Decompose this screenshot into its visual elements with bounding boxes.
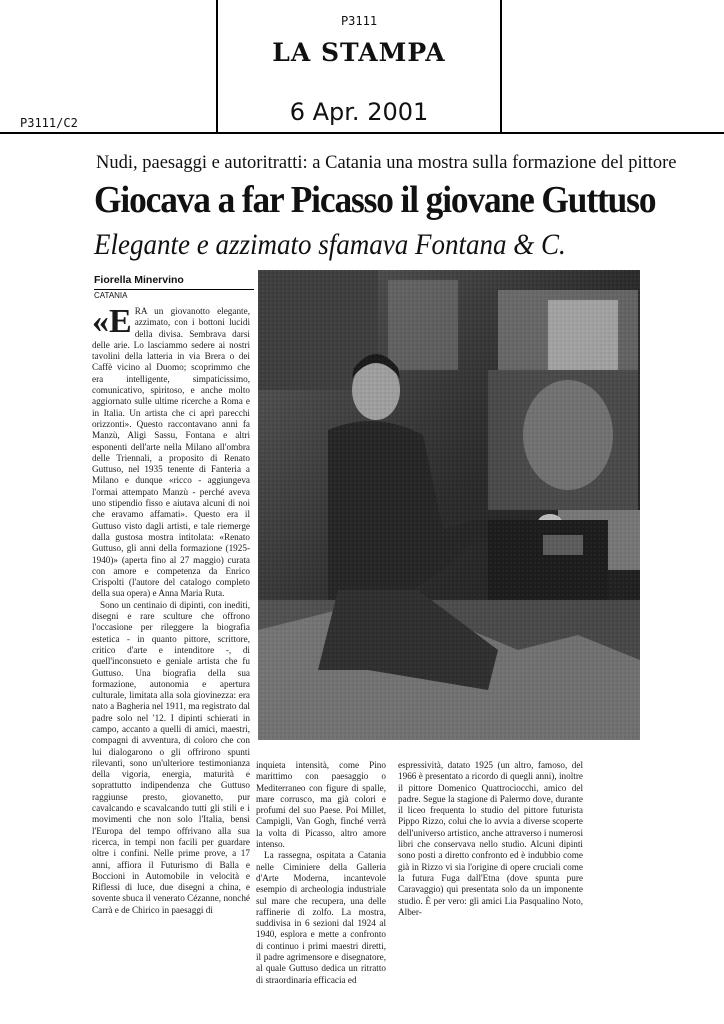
column-3-paragraph-1: espressività, datato 1925 (un altro, famoso, del 1966 è presentato a ricordo di quegli anni), inoltre il pittore Domenico Quattrociocchi, amico del padre. Segue la stagione di Palermo dove, durante il liceo frequenta lo studio del pittore futurista Pippo Rizzo, colui che lo avvia a diverse scoperte dell'universo artistico, anche attraverso i numerosi libri che conservava nello studio. Alcuni dipinti sono posti a diretto confronto ed è indubbio come già in Rizzo vi sia l'origine di opere cruciali come la futura Fuga dall'Etna (dove spunta pure Caravaggio) qui presentata solo da un imponente studio. È per vero: gli amici Lia Pasqualino Noto, Alber- xyxy=(398,760,583,917)
page-code-top: P3111 xyxy=(340,14,378,28)
article-subhead: Elegante e azzimato sfamava Fontana & C. xyxy=(94,228,566,261)
article-column-2 xyxy=(256,760,386,986)
photo-artist-in-studio xyxy=(258,270,640,740)
article-author: Fiorella Minervino xyxy=(94,274,184,286)
column-2-paragraph-1: inquieta intensità, come Pino marittimo con paesaggio o Mediterraneo con figure di spalle, mare corrusco, ma già colori e profumi del suo Paese. Poi Millet, Campigli, Van Gogh, finché verrà la volta di Picasso, altro amore intenso. xyxy=(256,760,386,850)
article-photo xyxy=(258,270,640,740)
article-kicker: Nudi, paesaggi e autoritratti: a Catania una mostra sulla formazione del pittore xyxy=(96,153,677,173)
article-column-3 xyxy=(398,760,583,986)
publication-date: 6 Apr. 2001 xyxy=(289,98,429,126)
article-column-1 xyxy=(92,306,250,986)
column-2-paragraph-2: La rassegna, ospitata a Catania nelle Ciminiere della Galleria d'Arte Moderna, incantevole esempio di archeologia industriale sul mare che recupera, una delle raffinerie di zolfo. La mostra, suddivisa in 6 sezioni dal 1924 al 1940, esplora e mette a confronto di continuo i primi maestri diretti, il padre agrimensore e disegnatore, al quale Guttuso dedica un ritratto di straordinaria efficacia ed xyxy=(256,850,386,985)
article-dateline: CATANIA xyxy=(94,289,254,300)
newspaper-name: LA STAMPA xyxy=(272,38,446,67)
column-1-paragraph-2: Sono un centinaio di dipinti, con inediti, disegni e rare sculture che offrono l'occasione per rileggere la biografia estetica - in quanto pittore, scrittore, critico d'arte e intenditore -, di quell'inconsueto e geniale artista che fu Guttuso. Una biografia della sua formazione, autonomia e apertura culturale, limitata alla sola giovinezza: era nato a Bagheria nel 1911, ma registrato dal padre solo nel '12. I dipinti schierati in campo, accanto a quelli di amici, maestri, compagni di avventura, di coloro che con lui dialogarono o gli offrirono spunti rilevanti, sono un'ulteriore testimonianza della vigoria, energia, maturità e soprattutto indipendenza che Guttuso raggiunse presto, giovanetto, pur cavalcando e scavalcando tutti gli stili e i movimenti che non solo l'Italia, bensì l'Europa del tempo offrivano alla sua ricerca, in tempi non facili per guardare oltre i confini. Nelle prime prove, a 17 anni, affiora il Futurismo di Balla e Boccioni in Automobile in velocità e Riflessi di luce, due disegni a china, e sovente sbuca il venerato Cézanne, nonché Carrà e de Chirico in paesaggi di xyxy=(92,599,250,915)
article-headline: Giocava a far Picasso il giovane Guttuso xyxy=(94,179,656,221)
column-1-paragraph-1: RA un giovanotto elegante, azzimato, con i bottoni lucidi della divisa. Sembrava darsi delle arie. Lo lasciammo sedere ai nostri tavolini della latteria in via Brera o dei Caffè vicino al Duomo; scoprimmo che era intelligente, simpaticissimo, comunicativo, spiritoso, e anche molto aggiornato sulle ultime ricerche a Roma e in Italia. Un artista che ci aprì parecchi orizzonti». Questo raccontavano anni fa Manzù, Aligi Sassu, Fontana e altri esponenti dell'arte nella Milano all'ombra delle Triennali, a proposito di Renato Guttuso, nel 1935 tenente di Fanteria a Milano e dunque «ricco - aggiungeva l'ormai attempato Manzù - perché aveva uno stipendio fisso e aiutava alcuni di noi che eravamo affamati». Questo era il Guttuso visto dagli artisti, e tale riemerge dalla gustosa mostra intitolata: «Renato Guttuso, gli anni della formazione (1925-1940)» (aperta fino al 27 maggio) curata con amore e competenza da Enrico Crispolti (l'autore del catalogo completo della sua opera) e Anna Maria Ruta. xyxy=(92,306,250,599)
drop-cap: «E xyxy=(92,306,132,340)
page-code-left: P3111/C2 xyxy=(20,116,78,130)
header-bottom-rule xyxy=(0,132,724,134)
